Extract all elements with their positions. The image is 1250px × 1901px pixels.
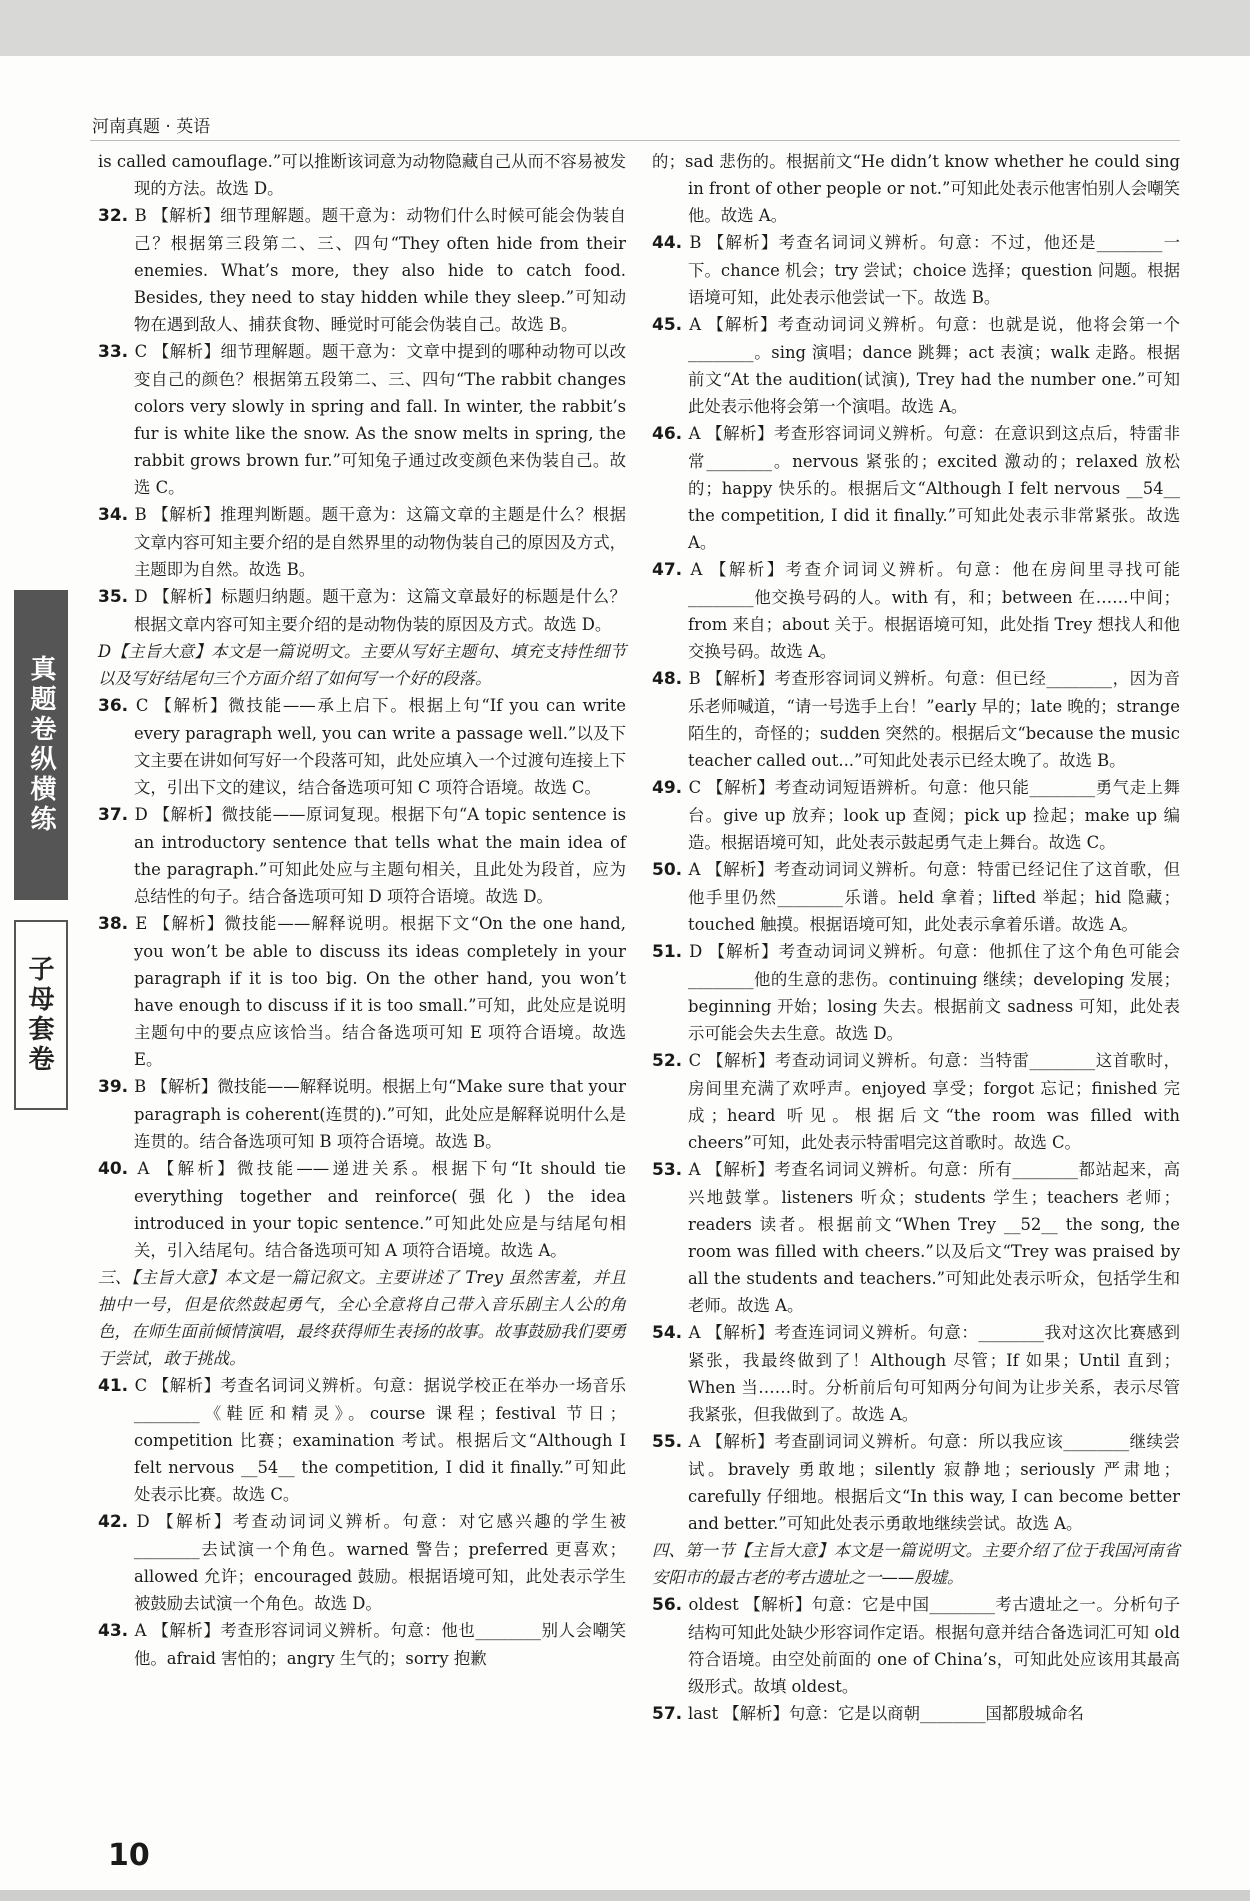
question-number: 46.	[652, 424, 689, 444]
side-tab-title: 真题卷纵横练	[14, 590, 68, 900]
question-number: 51.	[652, 942, 690, 962]
answer-text: B 【解析】推理判断题。题干意为：这篇文章的主题是什么？根据文章内容可知主要介绍的是自然界里的动物伪装自己的原因及方式，主题即为自然。故选 B。	[134, 505, 626, 579]
side-tab-subtitle: 子母套卷	[14, 920, 68, 1110]
answer-text: A 【解析】考查介词词义辨析。句意：他在房间里寻找可能________他交换号码的人。with 有，和；between 在……中间；from 来自；about 关于。根据语境可知，此处指 Trey 想找人和他交换号码。故选 A。	[688, 560, 1180, 661]
answer-text: A 【解析】考查动词词义辨析。句意：也就是说，他将会第一个________。sing 演唱；dance 跳舞；act 表演；walk 走路。根据前文“At the audition(试演), Trey had the number one.”可知此处表示他将会第一个演唱。故选 A。	[688, 315, 1180, 416]
answer-entry	[652, 1591, 1180, 1700]
answer-text: C 【解析】微技能——承上启下。根据上句“If you can write every paragraph well, you can write a passage well.”以及下文主要在讲如何写好一个段落可知，此处应填入一个过渡句连接上下文，引出下文的建议，结合备选项可知 C 项符合语境。故选 C。	[134, 696, 626, 797]
answer-entry	[98, 583, 626, 638]
answer-entry	[98, 910, 626, 1073]
answer-text: C 【解析】考查名词词义辨析。句意：据说学校正在举办一场音乐________《鞋匠和精灵》。course 课程；festival 节日；competition 比赛；examination 考试。根据后文“Although I felt nervous __54__ the competition, I did it finally.”可知此处表示比赛。故选 C。	[134, 1376, 626, 1504]
passage-summary	[652, 1537, 1180, 1591]
question-number: 50.	[652, 860, 689, 880]
question-number: 41.	[98, 1376, 135, 1396]
question-number: 35.	[98, 587, 135, 607]
answer-entry	[652, 938, 1180, 1047]
answer-entry	[98, 1155, 626, 1264]
answer-entry	[98, 801, 626, 910]
answer-text: D【主旨大意】本文是一篇说明文。主要从写好主题句、填充支持性细节以及写好结尾句三个方面介绍了如何写一个好的段落。	[98, 642, 626, 688]
answer-text: A 【解析】考查连词词义辨析。句意：________我对这次比赛感到紧张，我最终做到了！Although 尽管；If 如果；Until 直到；When 当……时。分析前后句可知两分句间为让步关系，表示尽管我紧张，但我做到了。故选 A。	[688, 1323, 1180, 1424]
answer-entry	[652, 148, 1180, 229]
answer-text: E 【解析】微技能——解释说明。根据下文“On the one hand, you won’t be able to discuss its ideas completely in your paragraph if it is too big. On the other hand, you won’t have enough to discuss if it is too small.”可知，此处应是说明主题句中的要点应该恰当。结合备选项可知 E 项符合语境。故选 E。	[134, 914, 626, 1069]
header-divider	[90, 140, 1180, 141]
answer-text: C 【解析】考查动词短语辨析。句意：他只能________勇气走上舞台。give up 放弃；look up 查阅；pick up 捡起；make up 编造。根据语境可知，此处表示鼓起勇气走上舞台。故选 C。	[688, 778, 1180, 852]
answer-text: A 【解析】考查动词词义辨析。句意：特雷已经记住了这首歌，但他手里仍然________乐谱。held 拿着；lifted 举起；hid 隐藏；touched 触摸。根据语境可知，此处表示拿着乐谱。故选 A。	[688, 860, 1180, 934]
question-number: 40.	[98, 1159, 138, 1179]
question-number: 34.	[98, 505, 135, 525]
answer-text: D 【解析】考查动词词义辨析。句意：他抓住了这个角色可能会________他的生意的悲伤。continuing 继续；developing 发展；beginning 开始；losing 失去。根据前文 sadness 可知，此处表示可能会失去生意。故选 D。	[688, 942, 1180, 1043]
answer-text: B 【解析】微技能——解释说明。根据上句“Make sure that your paragraph is coherent(连贯的).”可知，此处应是解释说明什么是连贯的。结合备选项可知 B 项符合语境。故选 B。	[134, 1077, 626, 1151]
answer-text: B 【解析】考查形容词词义辨析。句意：但已经________，因为音乐老师喊道，“请一号选手上台！”early 早的；late 晚的；strange 陌生的，奇怪的；sudden 突然的。根据后文“because the music teacher called out...”可知此处表示已经太晚了。故选 B。	[688, 669, 1180, 770]
question-number: 52.	[652, 1051, 689, 1071]
page-header: 河南真题 · 英语	[92, 117, 211, 137]
answer-entry	[652, 420, 1180, 556]
answer-text: A 【解析】考查形容词词义辨析。句意：他也________别人会嘲笑他。afraid 害怕的；angry 生气的；sorry 抱歉	[134, 1621, 626, 1668]
scan-bottom-border	[0, 1890, 1250, 1901]
left-column	[98, 148, 626, 1672]
answer-text: D 【解析】微技能——原词复现。根据下句“A topic sentence is an introductory sentence that tells what the main idea of the paragraph.”可知此处应与主题句相关，且此处为段首，应为总结性的句子。结合备选项可知 D 项符合语境。故选 D。	[134, 805, 626, 906]
answer-entry	[98, 338, 626, 501]
question-number: 54.	[652, 1323, 689, 1343]
answer-entry	[652, 311, 1180, 420]
question-number: 39.	[98, 1077, 135, 1097]
answer-entry	[98, 1508, 626, 1617]
question-number: 48.	[652, 669, 689, 689]
answer-text: D 【解析】考查动词词义辨析。句意：对它感兴趣的学生被________去试演一个角色。warned 警告；preferred 更喜欢；allowed 允许；encouraged 鼓励。根据语境可知，此处表示学生被鼓励去试演一个角色。故选 D。	[134, 1512, 626, 1613]
answer-text: oldest 【解析】句意：它是中国________考古遗址之一。分析句子结构可知此处缺少形容词作定语。根据句意并结合备选词汇可知 old 符合语境。由空处前面的 one of China’s，可知此处应该用其最高级形式。故填 oldest。	[688, 1595, 1180, 1696]
answer-text: B 【解析】细节理解题。题干意为：动物们什么时候可能会伪装自己？根据第三段第二、三、四句“They often hide from their enemies. What’s more, they also hide to catch food. Besides, they need to stay hidden while they sleep.”可知动物在遇到敌人、捕获食物、睡觉时可能会伪装自己。故选 B。	[134, 206, 626, 334]
answer-text: last 【解析】句意：它是以商朝________国都殷城命名	[688, 1704, 1084, 1723]
answer-text: B 【解析】考查名词词义辨析。句意：不过，他还是________一下。chance 机会；try 尝试；choice 选择；question 问题。根据语境可知，此处表示他尝试一下。故选 B。	[688, 233, 1180, 307]
answer-entry	[98, 692, 626, 801]
answer-entry	[652, 229, 1180, 311]
question-number: 45.	[652, 315, 690, 335]
answer-entry	[652, 1700, 1180, 1728]
answer-entry	[98, 1372, 626, 1508]
answer-entry	[98, 1617, 626, 1672]
answer-text: 四、第一节【主旨大意】本文是一篇说明文。主要介绍了位于我国河南省安阳市的最古老的考古遗址之一——殷墟。	[652, 1541, 1180, 1587]
answer-text: 的；sad 悲伤的。根据前文“He didn’t know whether he could sing in front of other people or not.”可知此处表示他害怕别人会嘲笑他。故选 A。	[652, 152, 1180, 225]
answer-entry	[652, 856, 1180, 938]
answer-text: is called camouflage.”可以推断该词意为动物隐藏自己从而不容易被发现的方法。故选 D。	[98, 152, 626, 198]
question-number: 43.	[98, 1621, 135, 1641]
answer-entry	[652, 665, 1180, 774]
answer-text: C 【解析】细节理解题。题干意为：文章中提到的哪种动物可以改变自己的颜色？根据第五段第二、三、四句“The rabbit changes colors very slowly in spring and fall. In winter, the rabbit’s fur is white like the snow. As the snow melts in spring, the rabbit grows brown fur.”可知兔子通过改变颜色来伪装自己。故选 C。	[134, 342, 626, 497]
question-number: 37.	[98, 805, 135, 825]
question-number: 32.	[98, 206, 135, 226]
answer-text: 三、【主旨大意】本文是一篇记叙文。主要讲述了 Trey 虽然害羞，并且抽中一号，但是依然鼓起勇气，全心全意将自己带入音乐剧主人公的角色，在师生面前倾情演唱，最终获得师生表扬的故事。故事鼓励我们要勇于尝试，敢于挑战。	[98, 1268, 626, 1368]
passage-summary	[98, 638, 626, 692]
passage-summary	[98, 1264, 626, 1372]
answer-entry	[652, 774, 1180, 856]
answer-text: A 【解析】考查名词词义辨析。句意：所有________都站起来，高兴地鼓掌。listeners 听众；students 学生；teachers 老师；readers 读者。根据前文“When Trey __52__ the song, the room was filled with cheers.”以及后文“Trey was praised by all the students and teachers.”可知此处表示听众，包括学生和老师。故选 A。	[688, 1160, 1180, 1315]
answer-entry	[98, 1073, 626, 1155]
question-number: 33.	[98, 342, 135, 362]
answer-entry	[652, 1319, 1180, 1428]
answer-entry	[652, 1156, 1180, 1319]
question-number: 55.	[652, 1432, 689, 1452]
answer-text: D 【解析】标题归纳题。题干意为：这篇文章最好的标题是什么？根据文章内容可知主要介绍的是动物伪装的原因及方式。故选 D。	[134, 587, 626, 634]
answer-entry	[652, 1047, 1180, 1156]
answer-entry	[98, 148, 626, 202]
answer-entry	[652, 556, 1180, 665]
answer-entry	[98, 501, 626, 583]
answer-text: A 【解析】微技能——递进关系。根据下句“It should tie everything together and reinforce(强化) the idea introduced in your topic sentence.”可知此处应是与结尾句相关，引入结尾句。结合备选项可知 A 项符合语境。故选 A。	[134, 1159, 626, 1260]
answer-entry	[98, 202, 626, 338]
answer-text: C 【解析】考查动词词义辨析。句意：当特雷________这首歌时，房间里充满了欢呼声。enjoyed 享受；forgot 忘记；finished 完成；heard 听见。根据后文“the room was filled with cheers”可知，此处表示特雷唱完这首歌时。故选 C。	[688, 1051, 1180, 1152]
question-number: 47.	[652, 560, 691, 580]
answer-entry	[652, 1428, 1180, 1537]
question-number: 49.	[652, 778, 689, 798]
question-number: 36.	[98, 696, 136, 716]
answer-text: A 【解析】考查副词词义辨析。句意：所以我应该________继续尝试。bravely 勇敢地；silently 寂静地；seriously 严肃地；carefully 仔细地。根据后文“In this way, I can become better and better.”可知此处表示勇敢地继续尝试。故选 A。	[688, 1432, 1180, 1533]
question-number: 56.	[652, 1595, 689, 1615]
question-number: 42.	[98, 1512, 137, 1532]
question-number: 38.	[98, 914, 136, 934]
answer-text: A 【解析】考查形容词词义辨析。句意：在意识到这点后，特雷非常________。nervous 紧张的；excited 激动的；relaxed 放松的；happy 快乐的。根据后文“Although I felt nervous __54__ the competition, I did it finally.”可知此处表示非常紧张。故选 A。	[688, 424, 1180, 552]
question-number: 57.	[652, 1704, 689, 1724]
page-number: 10	[108, 1838, 150, 1873]
right-column	[652, 148, 1180, 1728]
question-number: 53.	[652, 1160, 689, 1180]
question-number: 44.	[652, 233, 690, 253]
scan-top-border	[0, 0, 1250, 56]
